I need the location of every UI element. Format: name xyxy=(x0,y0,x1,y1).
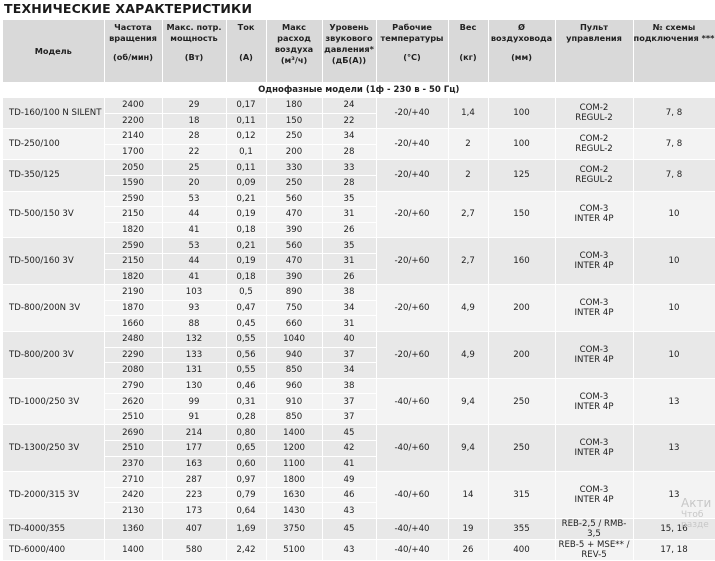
duct-cell: 200 xyxy=(488,285,555,332)
model-cell: TD-1000/250 3V xyxy=(3,378,104,425)
rpm-cell: 2590 xyxy=(104,191,162,207)
rpm-cell: 2590 xyxy=(104,238,162,254)
control-cell: COM-2 REGUL-2 xyxy=(555,129,633,160)
control-cell: COM-3 INTER 4P xyxy=(555,378,633,425)
rpm-cell: 2480 xyxy=(104,331,162,347)
header-noise: Уровень звукового давления* (дБ(А)) xyxy=(322,20,376,83)
header-weight: Вес (кг) xyxy=(448,20,488,83)
power-cell: 18 xyxy=(162,113,226,129)
noise-cell: 37 xyxy=(322,347,376,363)
airflow-cell: 330 xyxy=(266,160,322,176)
rpm-cell: 1870 xyxy=(104,300,162,316)
scheme-cell: 15, 16 xyxy=(633,519,715,540)
section-row xyxy=(3,83,715,98)
airflow-cell: 1040 xyxy=(266,331,322,347)
table-row xyxy=(3,378,715,394)
current-cell: 0,17 xyxy=(226,98,266,114)
airflow-cell: 250 xyxy=(266,129,322,145)
current-cell: 0,46 xyxy=(226,378,266,394)
airflow-cell: 850 xyxy=(266,363,322,379)
model-cell: TD-800/200N 3V xyxy=(3,285,104,332)
rpm-cell: 1590 xyxy=(104,175,162,191)
power-cell: 44 xyxy=(162,207,226,223)
power-cell: 88 xyxy=(162,316,226,332)
weight-cell: 14 xyxy=(448,472,488,519)
scheme-cell: 7, 8 xyxy=(633,160,715,191)
power-cell: 53 xyxy=(162,191,226,207)
rpm-cell: 2190 xyxy=(104,285,162,301)
airflow-cell: 250 xyxy=(266,175,322,191)
control-cell: COM-3 INTER 4P xyxy=(555,331,633,378)
duct-cell: 315 xyxy=(488,472,555,519)
table-row xyxy=(3,425,715,441)
weight-cell: 9,4 xyxy=(448,425,488,472)
noise-cell: 43 xyxy=(322,540,376,561)
power-cell: 99 xyxy=(162,394,226,410)
airflow-cell: 940 xyxy=(266,347,322,363)
current-cell: 0,55 xyxy=(226,331,266,347)
scheme-cell: 7, 8 xyxy=(633,129,715,160)
rpm-cell: 1820 xyxy=(104,222,162,238)
duct-cell: 250 xyxy=(488,425,555,472)
current-cell: 2,42 xyxy=(226,540,266,561)
rpm-cell: 2080 xyxy=(104,363,162,379)
noise-cell: 34 xyxy=(322,129,376,145)
scheme-cell: 13 xyxy=(633,425,715,472)
rpm-cell: 1700 xyxy=(104,144,162,160)
noise-cell: 45 xyxy=(322,519,376,540)
rpm-cell: 2290 xyxy=(104,347,162,363)
airflow-cell: 470 xyxy=(266,253,322,269)
current-cell: 0,56 xyxy=(226,347,266,363)
rpm-cell: 1360 xyxy=(104,519,162,540)
power-cell: 173 xyxy=(162,503,226,519)
noise-cell: 31 xyxy=(322,207,376,223)
page-title: ТЕХНИЧЕСКИЕ ХАРАКТЕРИСТИКИ xyxy=(4,1,253,16)
temperature-cell: -20/+40 xyxy=(376,98,448,129)
temperature-cell: -20/+60 xyxy=(376,191,448,238)
rpm-cell: 2140 xyxy=(104,129,162,145)
airflow-cell: 200 xyxy=(266,144,322,160)
airflow-cell: 1100 xyxy=(266,456,322,472)
temperature-cell: -40/+60 xyxy=(376,425,448,472)
airflow-cell: 390 xyxy=(266,222,322,238)
activation-watermark: Акти Чтоб разде xyxy=(681,496,712,530)
header-row xyxy=(3,20,715,83)
model-cell: TD-800/200 3V xyxy=(3,331,104,378)
table-row xyxy=(3,98,715,114)
airflow-cell: 1630 xyxy=(266,487,322,503)
header-power: Макс. потр. мощность (Вт) xyxy=(162,20,226,83)
noise-cell: 41 xyxy=(322,456,376,472)
noise-cell: 28 xyxy=(322,175,376,191)
noise-cell: 40 xyxy=(322,331,376,347)
power-cell: 29 xyxy=(162,98,226,114)
model-cell: TD-160/100 N SILENT xyxy=(3,98,104,129)
power-cell: 214 xyxy=(162,425,226,441)
duct-cell: 400 xyxy=(488,540,555,561)
scheme-cell: 10 xyxy=(633,191,715,238)
section-label: Однофазные модели (1ф - 230 в - 50 Гц) xyxy=(3,83,715,98)
scheme-cell: 13 xyxy=(633,378,715,425)
current-cell: 0,21 xyxy=(226,191,266,207)
weight-cell: 2,7 xyxy=(448,238,488,285)
scheme-cell: 7, 8 xyxy=(633,98,715,129)
temperature-cell: -20/+40 xyxy=(376,129,448,160)
airflow-cell: 850 xyxy=(266,409,322,425)
temperature-cell: -40/+40 xyxy=(376,519,448,540)
rpm-cell: 2200 xyxy=(104,113,162,129)
rpm-cell: 2400 xyxy=(104,98,162,114)
scheme-cell: 10 xyxy=(633,238,715,285)
table-row xyxy=(3,472,715,488)
model-cell: TD-350/125 xyxy=(3,160,104,191)
power-cell: 130 xyxy=(162,378,226,394)
noise-cell: 45 xyxy=(322,425,376,441)
power-cell: 41 xyxy=(162,222,226,238)
power-cell: 20 xyxy=(162,175,226,191)
power-cell: 131 xyxy=(162,363,226,379)
noise-cell: 42 xyxy=(322,441,376,457)
power-cell: 25 xyxy=(162,160,226,176)
duct-cell: 100 xyxy=(488,98,555,129)
table-row xyxy=(3,540,715,561)
airflow-cell: 180 xyxy=(266,98,322,114)
rpm-cell: 2510 xyxy=(104,441,162,457)
noise-cell: 35 xyxy=(322,191,376,207)
current-cell: 0,09 xyxy=(226,175,266,191)
noise-cell: 22 xyxy=(322,113,376,129)
airflow-cell: 560 xyxy=(266,238,322,254)
control-cell: COM-3 INTER 4P xyxy=(555,238,633,285)
current-cell: 0,28 xyxy=(226,409,266,425)
header-model: Модель xyxy=(3,20,104,83)
weight-cell: 4,9 xyxy=(448,331,488,378)
rpm-cell: 2710 xyxy=(104,472,162,488)
table-row xyxy=(3,331,715,347)
noise-cell: 37 xyxy=(322,394,376,410)
duct-cell: 100 xyxy=(488,129,555,160)
table-row xyxy=(3,238,715,254)
current-cell: 0,79 xyxy=(226,487,266,503)
table-row xyxy=(3,285,715,301)
noise-cell: 26 xyxy=(322,222,376,238)
current-cell: 0,55 xyxy=(226,363,266,379)
table-row xyxy=(3,129,715,145)
airflow-cell: 470 xyxy=(266,207,322,223)
noise-cell: 43 xyxy=(322,503,376,519)
airflow-cell: 560 xyxy=(266,191,322,207)
airflow-cell: 150 xyxy=(266,113,322,129)
rpm-cell: 2150 xyxy=(104,207,162,223)
power-cell: 28 xyxy=(162,129,226,145)
power-cell: 41 xyxy=(162,269,226,285)
current-cell: 0,80 xyxy=(226,425,266,441)
current-cell: 0,19 xyxy=(226,207,266,223)
weight-cell: 1,4 xyxy=(448,98,488,129)
current-cell: 0,60 xyxy=(226,456,266,472)
rpm-cell: 1820 xyxy=(104,269,162,285)
control-cell: COM-2 REGUL-2 xyxy=(555,160,633,191)
weight-cell: 2 xyxy=(448,160,488,191)
airflow-cell: 390 xyxy=(266,269,322,285)
noise-cell: 24 xyxy=(322,98,376,114)
temperature-cell: -40/+60 xyxy=(376,472,448,519)
noise-cell: 49 xyxy=(322,472,376,488)
scheme-cell: 10 xyxy=(633,285,715,332)
noise-cell: 26 xyxy=(322,269,376,285)
table-row xyxy=(3,160,715,176)
model-cell: TD-500/160 3V xyxy=(3,238,104,285)
noise-cell: 34 xyxy=(322,300,376,316)
control-cell: REB-5 + MSE** / REV-5 xyxy=(555,540,633,561)
current-cell: 0,97 xyxy=(226,472,266,488)
model-cell: TD-6000/400 xyxy=(3,540,104,561)
power-cell: 44 xyxy=(162,253,226,269)
temperature-cell: -20/+60 xyxy=(376,285,448,332)
header-current: Ток (А) xyxy=(226,20,266,83)
weight-cell: 26 xyxy=(448,540,488,561)
temperature-cell: -40/+40 xyxy=(376,540,448,561)
scheme-cell: 13 xyxy=(633,472,715,519)
control-cell: COM-2 REGUL-2 xyxy=(555,98,633,129)
rpm-cell: 1400 xyxy=(104,540,162,561)
control-cell: COM-3 INTER 4P xyxy=(555,425,633,472)
noise-cell: 31 xyxy=(322,253,376,269)
duct-cell: 250 xyxy=(488,378,555,425)
noise-cell: 34 xyxy=(322,363,376,379)
weight-cell: 19 xyxy=(448,519,488,540)
airflow-cell: 3750 xyxy=(266,519,322,540)
airflow-cell: 5100 xyxy=(266,540,322,561)
power-cell: 103 xyxy=(162,285,226,301)
header-rpm: Частота вращения (об/мин) xyxy=(104,20,162,83)
noise-cell: 31 xyxy=(322,316,376,332)
noise-cell: 46 xyxy=(322,487,376,503)
airflow-cell: 1200 xyxy=(266,441,322,457)
airflow-cell: 660 xyxy=(266,316,322,332)
header-temperature: Рабочие температуры (°С) xyxy=(376,20,448,83)
header-duct: Ø воздуховода (мм) xyxy=(488,20,555,83)
airflow-cell: 910 xyxy=(266,394,322,410)
current-cell: 0,64 xyxy=(226,503,266,519)
current-cell: 0,5 xyxy=(226,285,266,301)
duct-cell: 200 xyxy=(488,331,555,378)
model-cell: TD-250/100 xyxy=(3,129,104,160)
noise-cell: 38 xyxy=(322,285,376,301)
rpm-cell: 2130 xyxy=(104,503,162,519)
power-cell: 163 xyxy=(162,456,226,472)
noise-cell: 28 xyxy=(322,144,376,160)
rpm-cell: 2790 xyxy=(104,378,162,394)
power-cell: 287 xyxy=(162,472,226,488)
control-cell: REB-2,5 / RMB-3,5 xyxy=(555,519,633,540)
temperature-cell: -20/+40 xyxy=(376,160,448,191)
current-cell: 0,18 xyxy=(226,269,266,285)
header-scheme: № схемы подключения *** xyxy=(633,20,715,83)
scheme-cell: 10 xyxy=(633,331,715,378)
current-cell: 0,47 xyxy=(226,300,266,316)
power-cell: 22 xyxy=(162,144,226,160)
weight-cell: 9,4 xyxy=(448,378,488,425)
current-cell: 0,31 xyxy=(226,394,266,410)
current-cell: 0,12 xyxy=(226,129,266,145)
table-row xyxy=(3,191,715,207)
current-cell: 0,11 xyxy=(226,113,266,129)
rpm-cell: 2690 xyxy=(104,425,162,441)
airflow-cell: 1400 xyxy=(266,425,322,441)
power-cell: 93 xyxy=(162,300,226,316)
noise-cell: 33 xyxy=(322,160,376,176)
current-cell: 0,1 xyxy=(226,144,266,160)
weight-cell: 2 xyxy=(448,129,488,160)
power-cell: 223 xyxy=(162,487,226,503)
temperature-cell: -20/+60 xyxy=(376,238,448,285)
temperature-cell: -40/+60 xyxy=(376,378,448,425)
table-row xyxy=(3,519,715,540)
power-cell: 132 xyxy=(162,331,226,347)
current-cell: 0,45 xyxy=(226,316,266,332)
scheme-cell: 17, 18 xyxy=(633,540,715,561)
power-cell: 177 xyxy=(162,441,226,457)
weight-cell: 2,7 xyxy=(448,191,488,238)
model-cell: TD-2000/315 3V xyxy=(3,472,104,519)
rpm-cell: 2510 xyxy=(104,409,162,425)
rpm-cell: 1660 xyxy=(104,316,162,332)
airflow-cell: 750 xyxy=(266,300,322,316)
current-cell: 0,21 xyxy=(226,238,266,254)
duct-cell: 125 xyxy=(488,160,555,191)
airflow-cell: 960 xyxy=(266,378,322,394)
weight-cell: 4,9 xyxy=(448,285,488,332)
duct-cell: 355 xyxy=(488,519,555,540)
noise-cell: 37 xyxy=(322,409,376,425)
model-cell: TD-1300/250 3V xyxy=(3,425,104,472)
airflow-cell: 1430 xyxy=(266,503,322,519)
current-cell: 0,11 xyxy=(226,160,266,176)
rpm-cell: 2620 xyxy=(104,394,162,410)
model-cell: TD-4000/355 xyxy=(3,519,104,540)
power-cell: 91 xyxy=(162,409,226,425)
current-cell: 0,18 xyxy=(226,222,266,238)
rpm-cell: 2420 xyxy=(104,487,162,503)
power-cell: 407 xyxy=(162,519,226,540)
power-cell: 133 xyxy=(162,347,226,363)
rpm-cell: 2050 xyxy=(104,160,162,176)
control-cell: COM-3 INTER 4P xyxy=(555,472,633,519)
power-cell: 53 xyxy=(162,238,226,254)
current-cell: 0,65 xyxy=(226,441,266,457)
power-cell: 580 xyxy=(162,540,226,561)
specs-table xyxy=(3,20,715,561)
duct-cell: 160 xyxy=(488,238,555,285)
temperature-cell: -20/+60 xyxy=(376,331,448,378)
airflow-cell: 890 xyxy=(266,285,322,301)
duct-cell: 150 xyxy=(488,191,555,238)
noise-cell: 38 xyxy=(322,378,376,394)
current-cell: 0,19 xyxy=(226,253,266,269)
current-cell: 1,69 xyxy=(226,519,266,540)
noise-cell: 35 xyxy=(322,238,376,254)
model-cell: TD-500/150 3V xyxy=(3,191,104,238)
rpm-cell: 2370 xyxy=(104,456,162,472)
rpm-cell: 2150 xyxy=(104,253,162,269)
header-control: Пульт управления xyxy=(555,20,633,83)
header-airflow: Макс расход воздуха (м³/ч) xyxy=(266,20,322,83)
airflow-cell: 1800 xyxy=(266,472,322,488)
control-cell: COM-3 INTER 4P xyxy=(555,285,633,332)
control-cell: COM-3 INTER 4P xyxy=(555,191,633,238)
